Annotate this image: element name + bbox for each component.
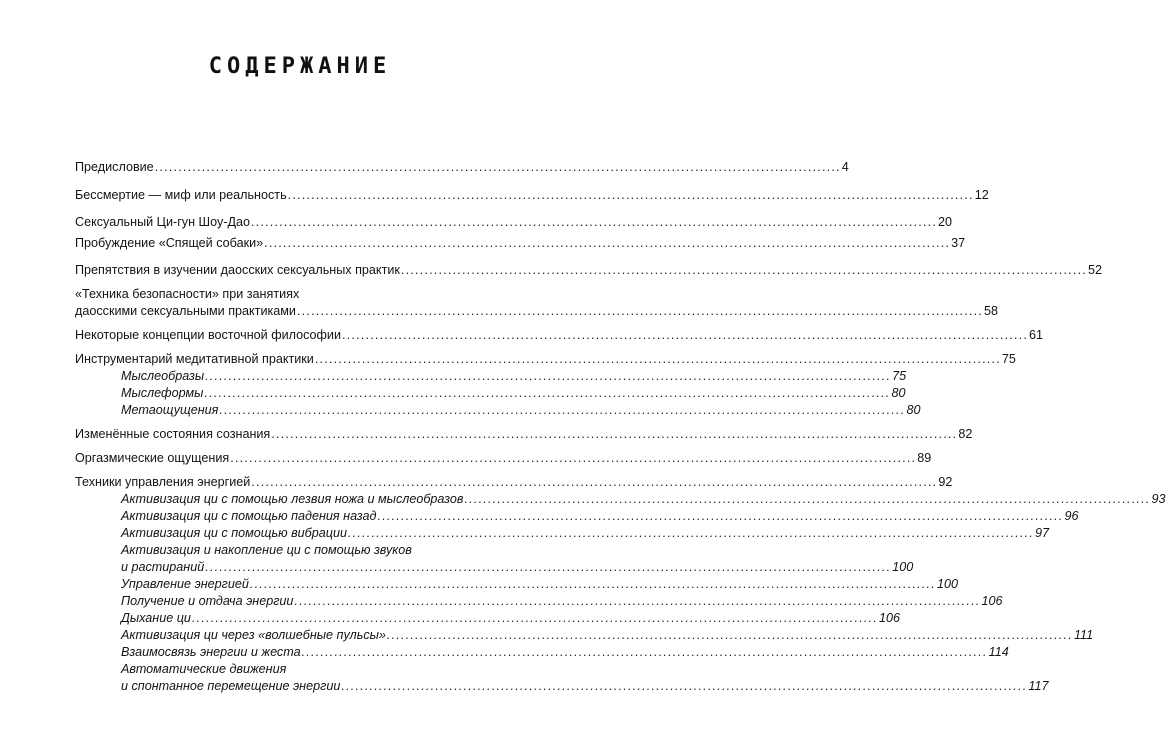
toc-page-number: 100: [936, 577, 958, 591]
toc-page-number: 96: [1064, 509, 1079, 523]
toc-page-number: 82: [958, 427, 973, 441]
toc-leader: ..................................................................................................................................................: [205, 560, 892, 574]
toc-entry-label: Взаимосвязь энергии и жеста: [121, 645, 301, 659]
toc-entry-label: Получение и отдача энергии: [121, 594, 294, 608]
toc-entry-label: и растираний: [121, 560, 205, 574]
page-title: СОДЕРЖАНИЕ: [208, 54, 392, 79]
toc-entry-label: Пробуждение «Спящей собаки»: [75, 236, 264, 250]
toc-entry: [121, 611, 900, 625]
toc-page-number: 106: [878, 611, 900, 625]
toc-page-number: 75: [1001, 352, 1016, 366]
toc-entry: [121, 492, 1166, 506]
toc-entry: [121, 509, 1079, 523]
toc-leader: ..................................................................................................................................................: [314, 352, 1001, 366]
toc-page-number: 114: [988, 645, 1009, 659]
toc-entry-label: Активизация ци через «волшебные пульсы»: [121, 628, 386, 642]
toc-entry: [121, 386, 906, 400]
toc-page-number: 4: [841, 160, 849, 174]
toc-page-number: 58: [984, 304, 999, 318]
toc-entry: [75, 304, 999, 318]
toc-entry: [121, 526, 1050, 540]
toc-leader: ..................................................................................................................................................: [191, 611, 878, 625]
toc-entry-label: Оргазмические ощущения: [75, 451, 230, 465]
toc-page-number: 12: [974, 188, 989, 202]
toc-entry-label: Изменённые состояния сознания: [75, 427, 271, 441]
toc-leader: ..................................................................................................................................................: [287, 188, 974, 202]
toc-leader: ..................................................................................................................................................: [251, 475, 938, 489]
toc-entry: [75, 475, 953, 489]
toc-entry-label: Препятствия в изучении даосских сексуальных практик: [75, 263, 400, 277]
toc-leader: ..................................................................................................................................................: [264, 236, 951, 250]
toc-entry-label: Предисловие: [75, 160, 154, 174]
toc-page-number: 80: [891, 386, 906, 400]
toc-leader: ..................................................................................................................................................: [294, 594, 981, 608]
toc-leader: ..................................................................................................................................................: [341, 328, 1029, 342]
toc-entry: [121, 577, 958, 591]
toc-leader: ..................................................................................................................................................: [296, 304, 984, 318]
toc-entry-label-line1: Автоматические движения: [121, 662, 287, 676]
toc-leader: ..................................................................................................................................................: [386, 628, 1073, 642]
toc-page-number: 100: [892, 560, 914, 574]
toc-leader: ..................................................................................................................................................: [219, 403, 906, 417]
toc-entry: [75, 188, 989, 202]
toc-entry-label: Управление энергией: [121, 577, 249, 591]
toc-entry-label-line1: «Техника безопасности» при занятиях: [75, 287, 300, 301]
toc-leader: ..................................................................................................................................................: [205, 369, 892, 383]
toc-entry-label: Мыслеобразы: [121, 369, 205, 383]
toc-entry-label: Сексуальный Ци-гун Шоу-Дао: [75, 215, 250, 229]
toc-entry-label: Активизация ци с помощью вибрации: [121, 526, 347, 540]
toc-entry-label: Метаощущения: [121, 403, 219, 417]
toc-page-number: 89: [917, 451, 932, 465]
toc-leader: ..................................................................................................................................................: [347, 526, 1035, 540]
toc-page-number: 80: [906, 403, 921, 417]
toc-entry: [75, 427, 973, 441]
toc-entry-label: Активизация ци с помощью лезвия ножа и мыслеобразов: [121, 492, 464, 506]
toc-leader: ..................................................................................................................................................: [230, 451, 917, 465]
toc-entry: [121, 403, 921, 417]
toc-entry-label: Техники управления энергией: [75, 475, 251, 489]
toc-page-number: 52: [1087, 263, 1102, 277]
toc-entry: [75, 215, 953, 229]
toc-page-number: 92: [938, 475, 953, 489]
toc-entry: [121, 679, 1049, 693]
toc-page-number: 117: [1028, 679, 1049, 693]
toc-entry-label-line1: Активизация и накопление ци с помощью звуков: [121, 543, 412, 557]
toc-page-number: 20: [938, 215, 953, 229]
toc-page-number: 106: [981, 594, 1003, 608]
toc-entry: [121, 560, 914, 574]
toc-leader: ..................................................................................................................................................: [464, 492, 1151, 506]
toc-page-number: 37: [951, 236, 966, 250]
toc-page-number: 111: [1073, 628, 1094, 642]
toc-leader: ..................................................................................................................................................: [271, 427, 958, 441]
toc-entry-label: Активизация ци с помощью падения назад: [121, 509, 377, 523]
toc-entry: [121, 628, 1094, 642]
toc-entry-label: Мыслеформы: [121, 386, 204, 400]
toc-leader: ..................................................................................................................................................: [301, 645, 988, 659]
toc-page-number: 75: [892, 369, 907, 383]
toc-entry: [75, 160, 849, 174]
toc-leader: ..................................................................................................................................................: [250, 215, 938, 229]
toc-entry: [121, 645, 1009, 659]
toc-entry: [121, 594, 1003, 608]
toc-entry-label: Инструментарий медитативной практики: [75, 352, 314, 366]
toc-entry-label: Дыхание ци: [121, 611, 191, 625]
toc-entry: [75, 352, 1016, 366]
toc-leader: ..................................................................................................................................................: [341, 679, 1028, 693]
toc-leader: ..................................................................................................................................................: [377, 509, 1064, 523]
toc-page-number: 93: [1151, 492, 1166, 506]
toc-entry: [75, 236, 966, 250]
toc-entry-label: Некоторые концепции восточной философии: [75, 328, 341, 342]
toc-leader: ..................................................................................................................................................: [400, 263, 1087, 277]
toc-page-number: 61: [1029, 328, 1044, 342]
toc-entry-label: даосскими сексуальными практиками: [75, 304, 296, 318]
toc-entry: [75, 263, 1102, 277]
toc-leader: ..................................................................................................................................................: [154, 160, 841, 174]
toc-entry: [75, 328, 1044, 342]
toc-leader: ..................................................................................................................................................: [249, 577, 936, 591]
toc-entry: [121, 369, 907, 383]
toc-entry-label: и спонтанное перемещение энергии: [121, 679, 341, 693]
toc-page-number: 97: [1035, 526, 1050, 540]
toc-entry: [75, 451, 932, 465]
toc-leader: ..................................................................................................................................................: [204, 386, 891, 400]
toc-entry-label: Бессмертие — миф или реальность: [75, 188, 287, 202]
